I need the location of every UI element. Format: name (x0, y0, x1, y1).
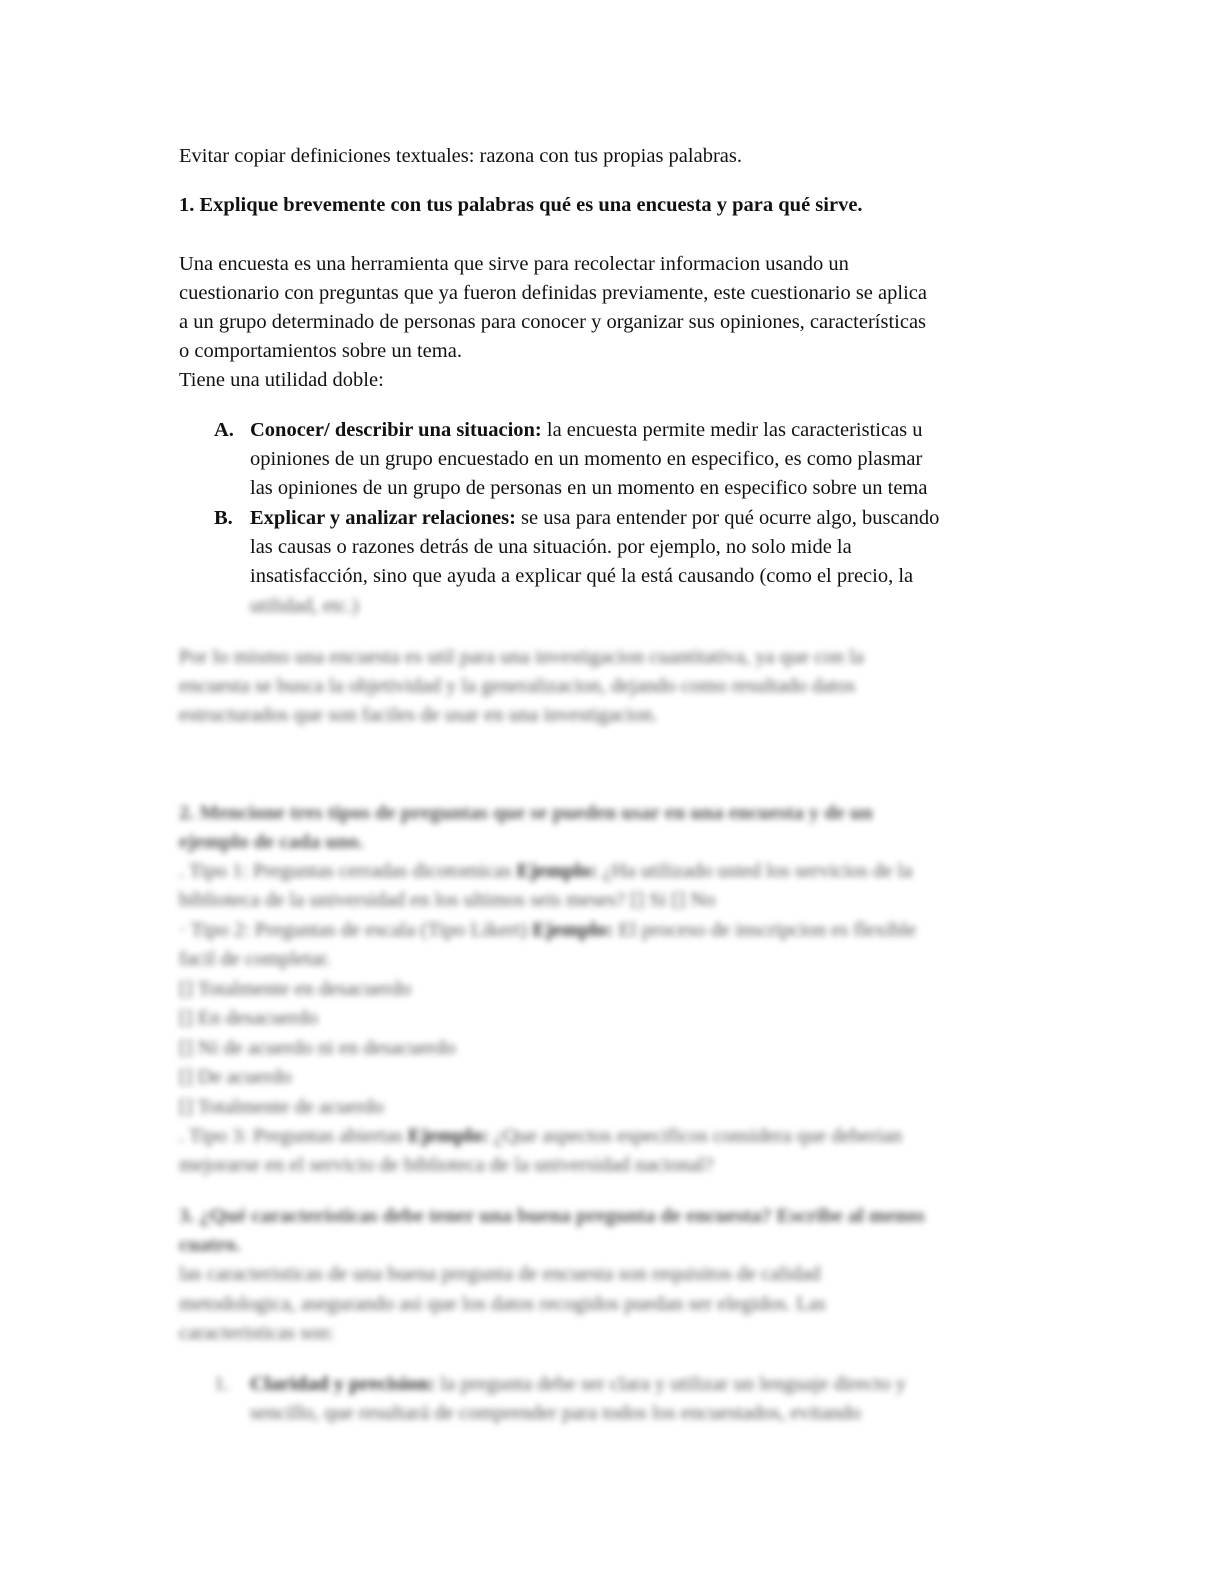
example-text: ¿Que aspectos especificos considera que deberian (488, 1125, 903, 1147)
question-2-title: ejemplo de cada uno. (179, 831, 364, 853)
likert-option: [] De acuerdo (179, 1066, 292, 1088)
type-2-cont: facil de completar. (179, 948, 331, 970)
list-text: la pregunta debe ser clara y utilizar un lenguaje directo y (435, 1373, 907, 1395)
question-3-title: cuatro. (179, 1234, 241, 1256)
list-line: insatisfacción, sino que ayuda a explicar qué la está causando (como el precio, la (250, 565, 914, 587)
question-2-title: 2. Mencione tres tipos de preguntas que se pueden usar en una encuesta y de un (179, 802, 873, 824)
type-1-cont: biblioteca de la universidad en los ultimos seis meses? [] Si [] No (179, 889, 716, 911)
conclusion-line: estructurados que son faciles de usar en una investigacion. (179, 704, 658, 726)
list-line (250, 416, 923, 445)
list-line: opiniones de un grupo encuestado en un momento en especifico, es como plasmar (250, 448, 923, 470)
example-label: Ejemplo: (516, 860, 598, 882)
example-label: Ejemplo: (532, 919, 614, 941)
list-line: las causas o razones detrás de una situación. por ejemplo, no solo mide la (250, 536, 852, 558)
answer-line: caracteristicas son: (179, 1322, 335, 1344)
answer-line: metodologica, asegurando asi que los datos recogidos puedan ser elegidos. Las (179, 1293, 826, 1315)
example-label: Ejemplo: (407, 1125, 489, 1147)
example-text: El proceso de inscripcion es flexible (613, 919, 917, 941)
answer-line: a un grupo determinado de personas para conocer y organizar sus opiniones, características (179, 311, 927, 333)
conclusion-line: Por lo mismo una encuesta es util para una investigacion cuantitativa, ya que con la (179, 646, 864, 668)
list-item-heading: Explicar y analizar relaciones: (250, 507, 516, 529)
instruction-text: Evitar copiar definiciones textuales: razona con tus propias palabras. (179, 145, 742, 167)
answer-line: cuestionario con preguntas que ya fueron definidas previamente, este cuestionario se aplica (179, 282, 927, 304)
type-3-cont: mejorarse en el servicio de biblioteca de la universidad nacional? (179, 1154, 714, 1176)
type-label: · Tipo 2: Preguntas de escala (Tipo Likert) (179, 919, 533, 941)
answer-line: o comportamientos sobre un tema. (179, 340, 462, 362)
list-line: sencillo, que resultará de comprender para todos los encuestados, evitando (250, 1402, 861, 1424)
likert-option: [] Totalmente de acuerdo (179, 1096, 384, 1118)
answer-line: Una encuesta es una herramienta que sirve para recolectar informacion usando un (179, 253, 849, 275)
answer-line: las caracteristicas de una buena pregunta de encuesta son requisitos de calidad (179, 1263, 821, 1285)
type-2-line (179, 916, 916, 945)
list-line (250, 504, 939, 533)
list-line: utilidad, etc.) (250, 595, 359, 617)
list-line: las opiniones de un grupo de personas en un momento en especifico sobre un tema (250, 477, 928, 499)
type-1-line (179, 857, 912, 886)
type-label: . Tipo 3: Preguntas abiertas (179, 1125, 408, 1147)
list-marker: B. (214, 507, 233, 529)
example-text: ¿Ha utilizado usted los servicios de la (597, 860, 913, 882)
question-1-title: 1. Explique brevemente con tus palabras qué es una encuesta y para qué sirve. (179, 194, 863, 216)
list-line (250, 1370, 906, 1399)
question-3-title: 3. ¿Qué características debe tener una buena pregunta de encuesta? Escribe al menos (179, 1205, 925, 1227)
list-marker: A. (214, 419, 234, 441)
type-label: . Tipo 1: Preguntas cerradas dicotomicas (179, 860, 517, 882)
list-item-heading: Conocer/ describir una situacion: (250, 419, 542, 441)
list-marker: 1. (214, 1373, 230, 1395)
answer-line: Tiene una utilidad doble: (179, 369, 384, 391)
likert-option: [] Ni de acuerdo ni en desacuerdo (179, 1037, 456, 1059)
type-3-line (179, 1122, 902, 1151)
likert-option: [] Totalmente en desacuerdo (179, 978, 412, 1000)
list-item-heading: Claridad y precision: (250, 1373, 436, 1395)
likert-option: [] En desacuerdo (179, 1007, 318, 1029)
conclusion-line: encuesta se busca la objetividad y la generalizacion, dejando como resultado datos (179, 675, 856, 697)
list-text: la encuesta permite medir las caracteristicas u (541, 419, 923, 441)
list-text: se usa para entender por qué ocurre algo, buscando (515, 507, 940, 529)
